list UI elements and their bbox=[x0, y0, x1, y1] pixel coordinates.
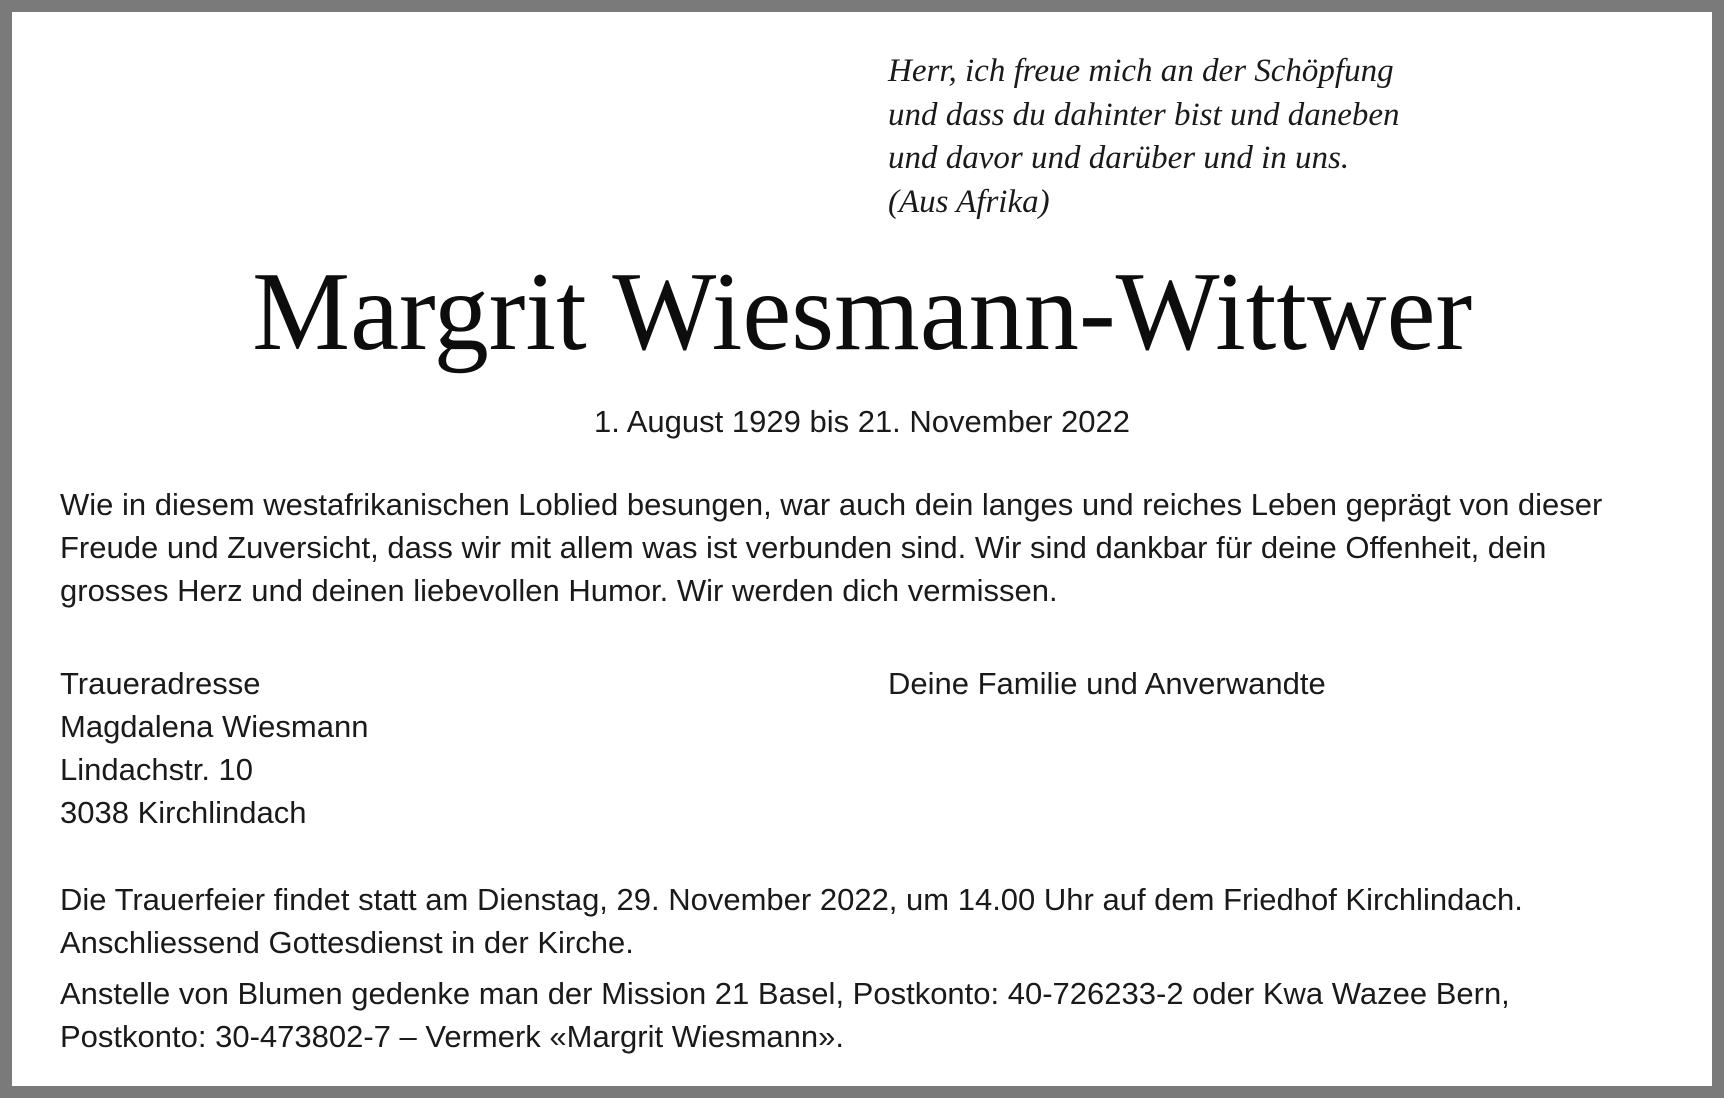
donation-paragraph bbox=[60, 972, 1664, 1058]
mourning-address bbox=[60, 662, 368, 834]
poem-source: (Aus Afrika) bbox=[888, 183, 1050, 220]
tribute-line: grosses Herz und deinen liebevollen Humor. Wir werden dich vermissen. bbox=[60, 573, 1058, 608]
address-city: 3038 Kirchlindach bbox=[60, 795, 307, 830]
poem-line: Herr, ich freue mich an der Schöpfung bbox=[888, 53, 1394, 89]
tribute-paragraph bbox=[60, 483, 1664, 612]
poem-line: und dass du dahinter bist und daneben bbox=[888, 96, 1400, 133]
address-heading: Traueradresse bbox=[60, 666, 261, 701]
obituary-notice bbox=[12, 12, 1712, 1086]
deceased-name: Margrit Wiesmann-Wittwer bbox=[252, 250, 1472, 374]
life-dates: 1. August 1929 bis 21. November 2022 bbox=[594, 404, 1130, 439]
tribute-line: Freude und Zuversicht, dass wir mit allem was ist verbunden sind. Wir sind dankbar für deine Offenheit, dein bbox=[60, 530, 1547, 565]
funeral-paragraph bbox=[60, 878, 1664, 964]
address-name: Magdalena Wiesmann bbox=[60, 709, 369, 744]
poem-quote bbox=[888, 50, 1399, 224]
donation-line: Postkonto: 30-473802-7 – Vermerk «Margrit Wiesmann». bbox=[60, 1019, 844, 1054]
family-signature: Deine Familie und Anverwandte bbox=[888, 666, 1326, 701]
address-street: Lindachstr. 10 bbox=[60, 752, 254, 787]
funeral-line: Die Trauerfeier findet statt am Dienstag, 29. November 2022, um 14.00 Uhr auf dem Friedhof Kirchlindach. bbox=[60, 882, 1523, 917]
donation-line: Anstelle von Blumen gedenke man der Mission 21 Basel, Postkonto: 40-726233-2 oder Kwa Wazee Bern, bbox=[60, 976, 1510, 1011]
poem-line: und davor und darüber und in uns. bbox=[888, 140, 1350, 176]
funeral-line: Anschliessend Gottesdienst in der Kirche. bbox=[60, 925, 634, 960]
tribute-line: Wie in diesem westafrikanischen Loblied besungen, war auch dein langes und reiches Leben geprägt von dieser bbox=[60, 487, 1603, 522]
